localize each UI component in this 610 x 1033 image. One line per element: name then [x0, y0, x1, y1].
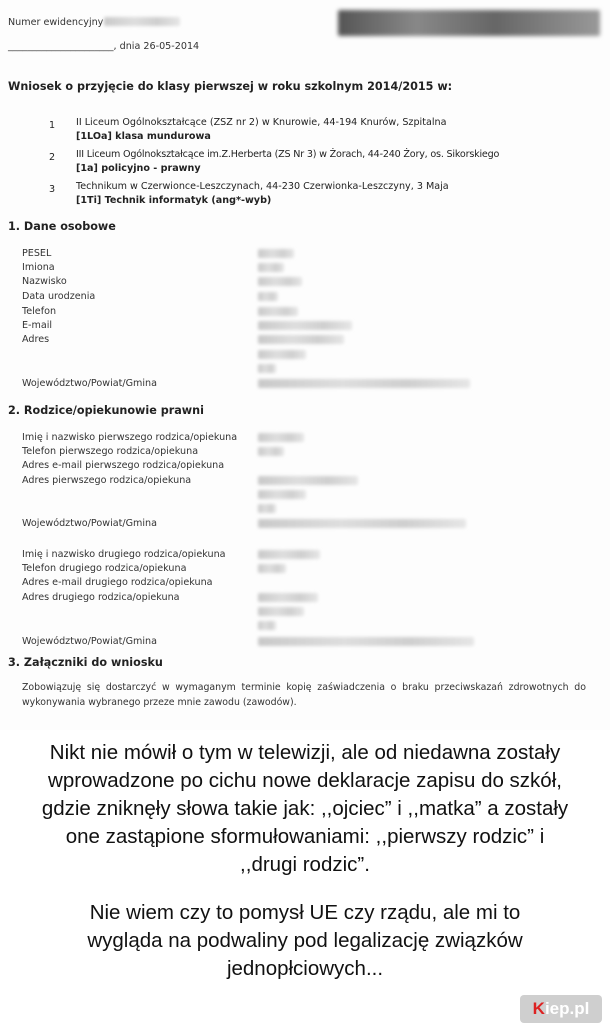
caption-line: Nikt nie mówił o tym w telewizji, ale od niedawna zostały [49, 741, 561, 764]
redacted-value [258, 307, 298, 316]
redacted-value [258, 564, 286, 573]
field-label-phone: Telefon [22, 306, 57, 317]
redacted-id-number [104, 17, 180, 26]
field-label-parent1-phone: Telefon pierwszego rodzica/opiekuna [22, 446, 199, 457]
redacted-barcode [338, 10, 600, 36]
field-label-parent1-email: Adres e-mail pierwszego rodzica/opiekuna [22, 460, 225, 471]
school-2-name: III Liceum Ogólnokształcące im.Z.Herberta (ZS Nr 3) w Żorach, 44-240 Żory, os. Sikorskiego [76, 149, 500, 160]
redacted-value [258, 447, 284, 456]
redacted-value [258, 637, 474, 646]
attachments-text: Zobowiązuję się dostarczyć w wymaganym terminie kopię zaświadczenia o braku przeciwskazań zdrowotnych do wykonywania wybranego przeze mnie zawodu (zawodów). [22, 682, 586, 708]
site-watermark-logo: K iep.pl [520, 995, 602, 1023]
school-1-name: II Liceum Ogólnokształcące (ZSZ nr 2) w Knurowie, 44-194 Knurów, Szpitalna [76, 117, 447, 128]
school-1-number: 1 [48, 120, 56, 131]
field-label-address: Adres [22, 334, 50, 345]
redacted-value [258, 350, 306, 359]
id-number-label: Numer ewidencyjny [8, 17, 104, 28]
redacted-value [258, 263, 284, 272]
field-label-parent1-name: Imię i nazwisko pierwszego rodzica/opiekuna [22, 432, 238, 443]
redacted-value [258, 292, 278, 301]
caption-line: ,,drugi rodzic”. [240, 853, 370, 876]
date-line: ______________________, dnia 26-05-2014 [8, 41, 200, 52]
redacted-value [258, 364, 276, 373]
redacted-value [258, 607, 304, 616]
redacted-value [258, 593, 318, 602]
caption-line: gdzie zniknęły słowa takie jak: ,,ojciec” i ,,matka” a zostały [41, 797, 569, 820]
field-label-birth-date: Data urodzenia [22, 291, 96, 302]
redacted-value [258, 621, 276, 630]
field-label-parent2-name: Imię i nazwisko drugiego rodzica/opiekuna [22, 549, 226, 560]
school-2-class: [1a] policyjno - prawny [76, 163, 201, 174]
field-label-email: E-mail [22, 320, 53, 331]
caption-line: Nie wiem czy to pomysł UE czy rządu, ale mi to [89, 901, 521, 924]
section-personal-data-title: 1. Dane osobowe [8, 220, 116, 233]
school-3-name: Technikum w Czerwionce-Leszczynach, 44-230 Czerwionka-Leszczyny, 3 Maja [76, 181, 449, 192]
redacted-value [258, 490, 306, 499]
caption-line: jednopłciowych... [226, 957, 384, 980]
caption-paragraph-2 [0, 899, 610, 983]
redacted-value [258, 277, 302, 286]
redacted-value [258, 335, 344, 344]
school-3-class: [1Ti] Technik informatyk (ang*-wyb) [76, 195, 272, 206]
caption-paragraph-1 [0, 739, 610, 879]
redacted-value [258, 249, 294, 258]
redacted-value [258, 433, 304, 442]
field-label-first-names: Imiona [22, 262, 55, 273]
school-2-number: 2 [48, 152, 56, 163]
field-label-parent2-email: Adres e-mail drugiego rodzica/opiekuna [22, 577, 213, 588]
redacted-value [258, 321, 352, 330]
field-label-pesel: PESEL [22, 248, 52, 259]
section-attachments-title: 3. Załączniki do wniosku [8, 656, 163, 669]
field-label-parent1-address: Adres pierwszego rodzica/opiekuna [22, 475, 192, 486]
field-label-parent2-region: Województwo/Powiat/Gmina [22, 636, 158, 647]
school-1-class: [1LOa] klasa mundurowa [76, 131, 211, 142]
redacted-value [258, 476, 358, 485]
redacted-value [258, 550, 320, 559]
school-3-number: 3 [48, 184, 56, 195]
field-label-region: Województwo/Powiat/Gmina [22, 378, 158, 389]
field-label-parent1-region: Województwo/Powiat/Gmina [22, 518, 158, 529]
caption-line: wprowadzone po cichu nowe deklaracje zapisu do szkół, [48, 769, 562, 792]
redacted-value [258, 504, 276, 513]
redacted-value [258, 379, 470, 388]
caption-line: wygląda na podwaliny pod legalizację związków [87, 929, 523, 952]
field-label-surname: Nazwisko [22, 276, 67, 287]
section-parents-title: 2. Rodzice/opiekunowie prawni [8, 404, 204, 417]
document-title: Wniosek o przyjęcie do klasy pierwszej w roku szkolnym 2014/2015 w: [8, 80, 453, 93]
field-label-parent2-address: Adres drugiego rodzica/opiekuna [22, 592, 180, 603]
redacted-value [258, 519, 466, 528]
caption-line: one zastąpione sformułowaniami: ,,pierwszy rodzic” i [65, 825, 545, 848]
field-label-parent2-phone: Telefon drugiego rodzica/opiekuna [22, 563, 187, 574]
